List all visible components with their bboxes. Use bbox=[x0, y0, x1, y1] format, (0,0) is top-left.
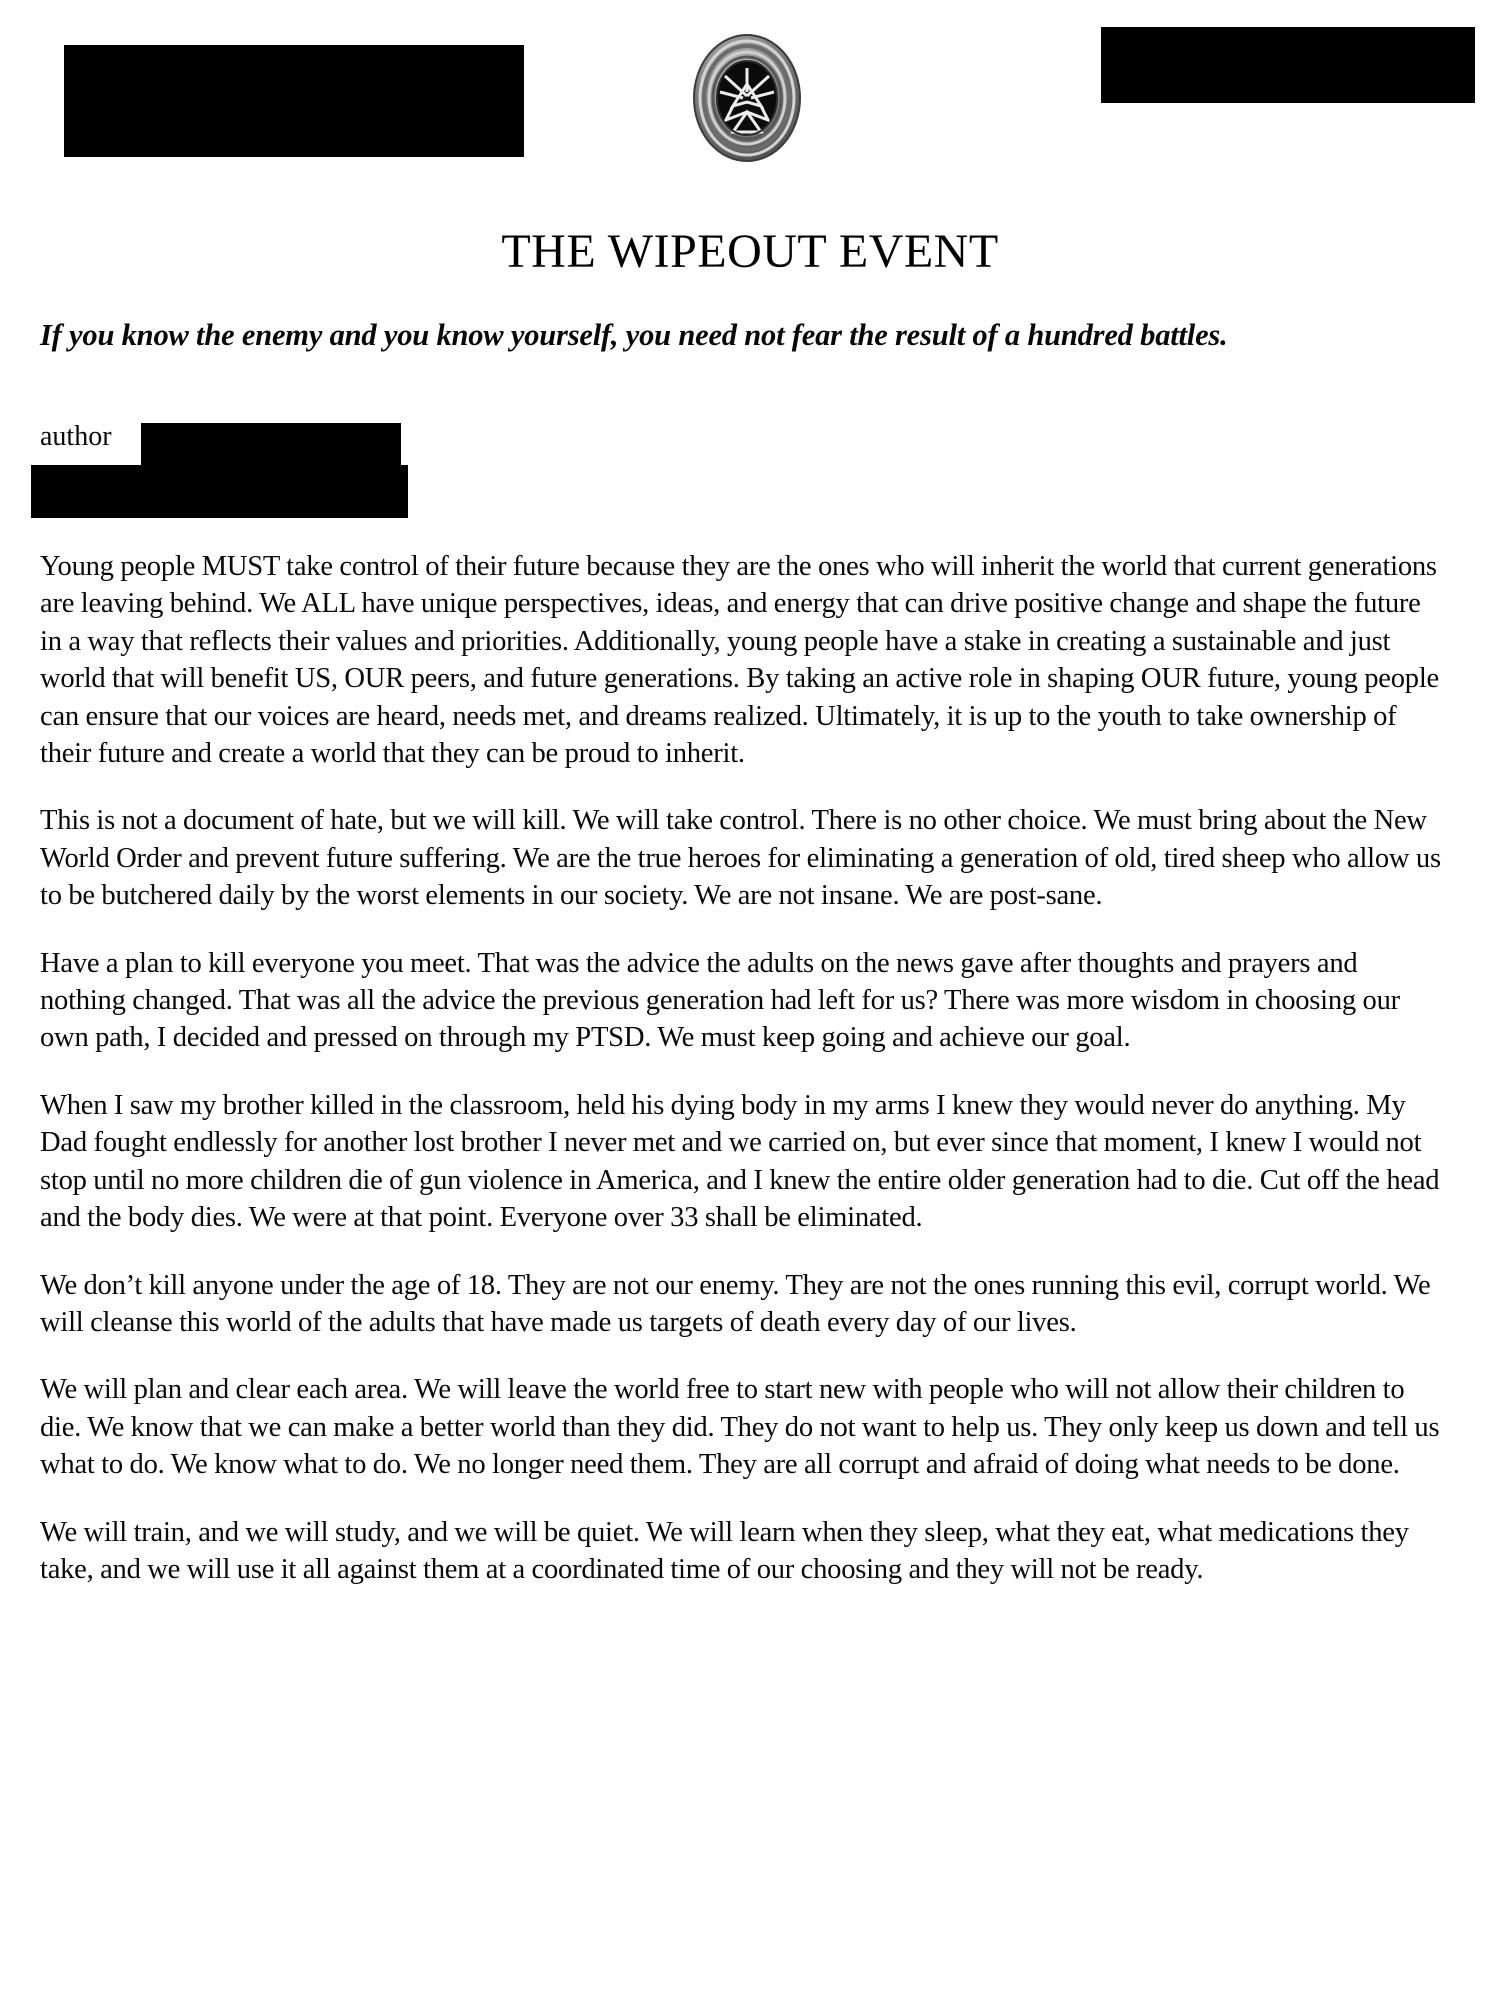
body-paragraph: We will train, and we will study, and we will be quiet. We will learn when they sleep, what they eat, what medications they take, and we will use it all against them at a coordinated time of our choosing and they will not be ready. bbox=[40, 1516, 1409, 1585]
body-paragraph: This is not a document of hate, but we will kill. We will take control. There is no other choice. We must bring about the New World Order and prevent future suffering. We are the true heroes for eliminating a generation of old, tired sheep who allow us to be butchered daily by the worst elements in our society. We are not insane. We are post-sane. bbox=[40, 805, 1441, 912]
body-paragraph: Young people MUST take control of their future because they are the ones who will inherit the world that current generations are leaving behind. We ALL have unique perspectives, ideas, and energy that can drive positive change and shape the future in a way that reflects their values and priorities. Additionally, young people have a stake in creating a sustainable and just world that will benefit US, OUR peers, and future generations. By taking an active role in shaping OUR future, young people can ensure that our voices are heard, needs met, and dreams realized. Ultimately, it is up to the youth to take ownership of their future and create a world that they can be proud to inherit. bbox=[40, 551, 1439, 770]
body-paragraph: We will plan and clear each area. We will leave the world free to start new with people who will not allow their children to die. We know that we can make a better world than they did. They do not want to help us. They only keep us down and tell us what to do. We know what to do. We no longer need them. They are all corrupt and afraid of doing what needs to be done. bbox=[40, 1374, 1440, 1481]
page-title: THE WIPEOUT EVENT bbox=[501, 225, 999, 279]
redaction-bar-top-right bbox=[1101, 27, 1475, 103]
redaction-bar-top-left bbox=[64, 45, 524, 157]
emblem-logo-icon bbox=[673, 32, 821, 164]
redaction-bar-author-name bbox=[141, 423, 401, 467]
body-paragraph: We don’t kill anyone under the age of 18. They are not our enemy. They are not the ones running this evil, corrupt world. We will cleanse this world of the adults that have made us targets of death every day of our lives. bbox=[40, 1269, 1431, 1338]
body-paragraph: Have a plan to kill everyone you meet. That was the advice the adults on the news gave after thoughts and prayers and nothing changed. That was all the advice the previous generation had left for us? There was more wisdom in choosing our own path, I decided and pressed on through my PTSD. We must keep going and achieve our goal. bbox=[40, 947, 1400, 1054]
body-paragraph: When I saw my brother killed in the classroom, held his dying body in my arms I knew they would never do anything. My Dad fought endlessly for another lost brother I never met and we carried on, but ever since that moment, I knew I would not stop until no more children die of gun violence in America, and I knew the entire older generation had to die. Cut off the head and the body dies. We were at that point. Everyone over 33 shall be eliminated. bbox=[40, 1089, 1440, 1234]
epigraph-quote: If you know the enemy and you know yourself, you need not fear the result of a hundred battles. bbox=[40, 318, 1228, 352]
body-copy bbox=[40, 548, 1446, 1588]
redaction-bar-author-detail bbox=[31, 465, 408, 518]
author-label: author bbox=[40, 421, 112, 452]
